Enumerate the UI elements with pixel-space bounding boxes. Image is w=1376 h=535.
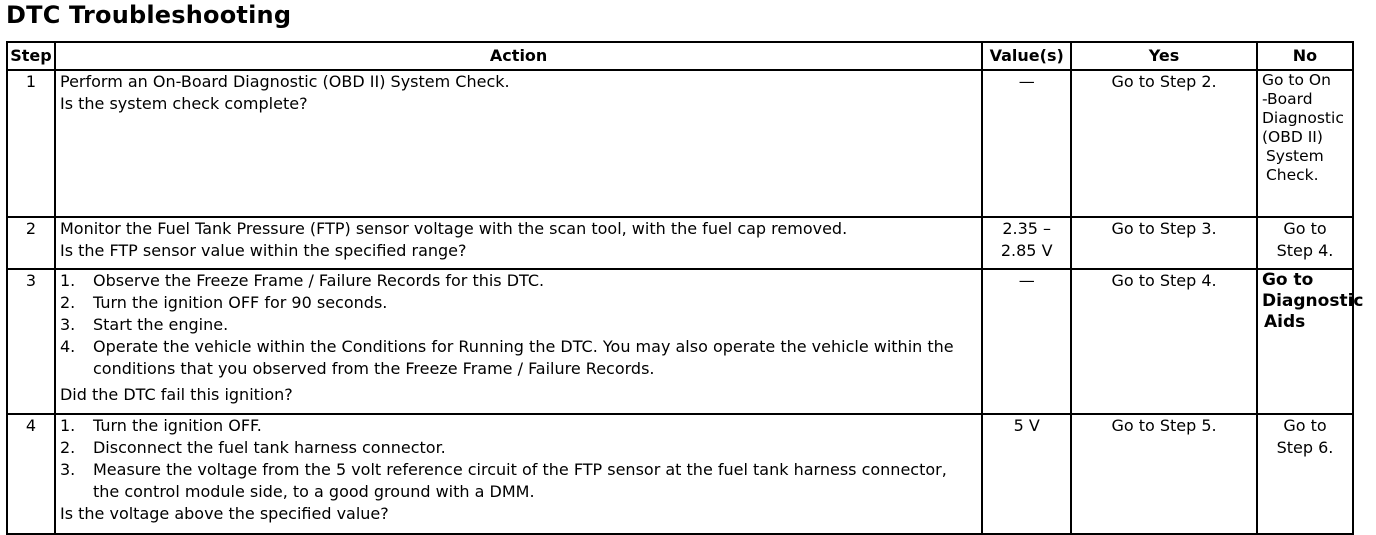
no-text: Step 6. xyxy=(1276,438,1334,457)
table-row xyxy=(7,70,1353,217)
no-text: -Board xyxy=(1261,90,1313,108)
list-item xyxy=(60,415,977,437)
table-row xyxy=(7,269,1353,414)
action-cell xyxy=(55,70,982,217)
value-cell: — xyxy=(982,70,1071,217)
no-text: Go to xyxy=(1283,416,1327,435)
action-cell xyxy=(55,414,982,534)
list-item-text: Observe the Freeze Frame / Failure Records for this DTC. xyxy=(92,271,545,290)
list-item xyxy=(60,270,977,292)
list-item-text: Disconnect the fuel tank harness connector. xyxy=(92,438,446,457)
value-text: 2.85 V xyxy=(1000,241,1053,260)
header-action: Action xyxy=(55,42,982,70)
table-row xyxy=(7,217,1353,269)
list-item-text: Start the engine. xyxy=(92,315,229,334)
header-values: Value(s) xyxy=(982,42,1071,70)
no-text: Aids xyxy=(1263,312,1306,332)
header-no: No xyxy=(1257,42,1353,70)
no-text: Diagnostic xyxy=(1261,291,1364,311)
list-item-number: 1. xyxy=(59,271,76,290)
no-link[interactable] xyxy=(1257,70,1353,217)
no-text: Go to xyxy=(1283,219,1327,238)
value-cell: 5 V xyxy=(982,414,1071,534)
action-cell xyxy=(55,269,982,414)
action-question: Is the system check complete? xyxy=(59,94,308,113)
yes-link[interactable]: Go to Step 4. xyxy=(1071,269,1257,414)
list-item xyxy=(60,459,977,503)
no-text: Check. xyxy=(1265,166,1319,184)
list-item-number: 2. xyxy=(59,438,76,457)
list-item-number: 1. xyxy=(59,416,76,435)
action-text: Monitor the Fuel Tank Pressure (FTP) sensor voltage with the scan tool, with the fuel cap removed. xyxy=(59,219,848,238)
no-text: Go to On xyxy=(1261,71,1331,89)
no-link[interactable] xyxy=(1257,269,1364,414)
no-link[interactable] xyxy=(1257,217,1353,269)
list-item-text: Turn the ignition OFF for 90 seconds. xyxy=(92,293,388,312)
no-text: Go to xyxy=(1261,270,1314,290)
value-cell: — xyxy=(982,269,1071,414)
table-header-row xyxy=(7,42,1353,70)
yes-link[interactable]: Go to Step 2. xyxy=(1071,70,1257,217)
step-number: 1 xyxy=(7,70,55,217)
header-step: Step xyxy=(7,42,55,70)
list-item-number: 3. xyxy=(59,315,76,334)
list-item-text: Measure the voltage from the 5 volt reference circuit of the FTP sensor at the fuel tank harness connector, the control module side, to a good ground with a DMM. xyxy=(92,460,947,501)
no-text: Step 4. xyxy=(1276,241,1334,260)
action-question: Is the FTP sensor value within the specified range? xyxy=(59,241,467,260)
yes-link[interactable]: Go to Step 5. xyxy=(1071,414,1257,534)
page-title: DTC Troubleshooting xyxy=(6,1,292,29)
header-yes: Yes xyxy=(1071,42,1257,70)
no-text: Diagnostic xyxy=(1261,109,1344,127)
value-text: 2.35 – xyxy=(1002,219,1052,238)
step-number: 3 xyxy=(7,269,55,414)
action-text: Perform an On-Board Diagnostic (OBD II) System Check. xyxy=(59,72,510,91)
list-item-number: 2. xyxy=(59,293,76,312)
list-item xyxy=(60,292,977,314)
value-cell xyxy=(982,217,1071,269)
no-text: (OBD II) xyxy=(1261,128,1323,146)
yes-link[interactable]: Go to Step 3. xyxy=(1071,217,1257,269)
action-cell xyxy=(55,217,982,269)
procedure-list xyxy=(60,415,977,503)
dtc-table xyxy=(6,41,1364,535)
list-item xyxy=(60,336,977,380)
no-link[interactable] xyxy=(1257,414,1353,534)
list-item-number: 4. xyxy=(59,337,76,356)
step-number: 4 xyxy=(7,414,55,534)
list-item-text: Turn the ignition OFF. xyxy=(92,416,262,435)
list-item xyxy=(60,314,977,336)
step-number: 2 xyxy=(7,217,55,269)
action-question: Is the voltage above the specified value? xyxy=(59,504,389,523)
action-question: Did the DTC fail this ignition? xyxy=(59,385,293,404)
list-item-text: Operate the vehicle within the Conditions for Running the DTC. You may also operate the vehicle within the conditions that you observed from the Freeze Frame / Failure Records. xyxy=(92,337,954,378)
no-text: System xyxy=(1265,147,1324,165)
list-item xyxy=(60,437,977,459)
table-row xyxy=(7,414,1353,534)
procedure-list xyxy=(60,270,977,380)
list-item-number: 3. xyxy=(59,460,76,479)
